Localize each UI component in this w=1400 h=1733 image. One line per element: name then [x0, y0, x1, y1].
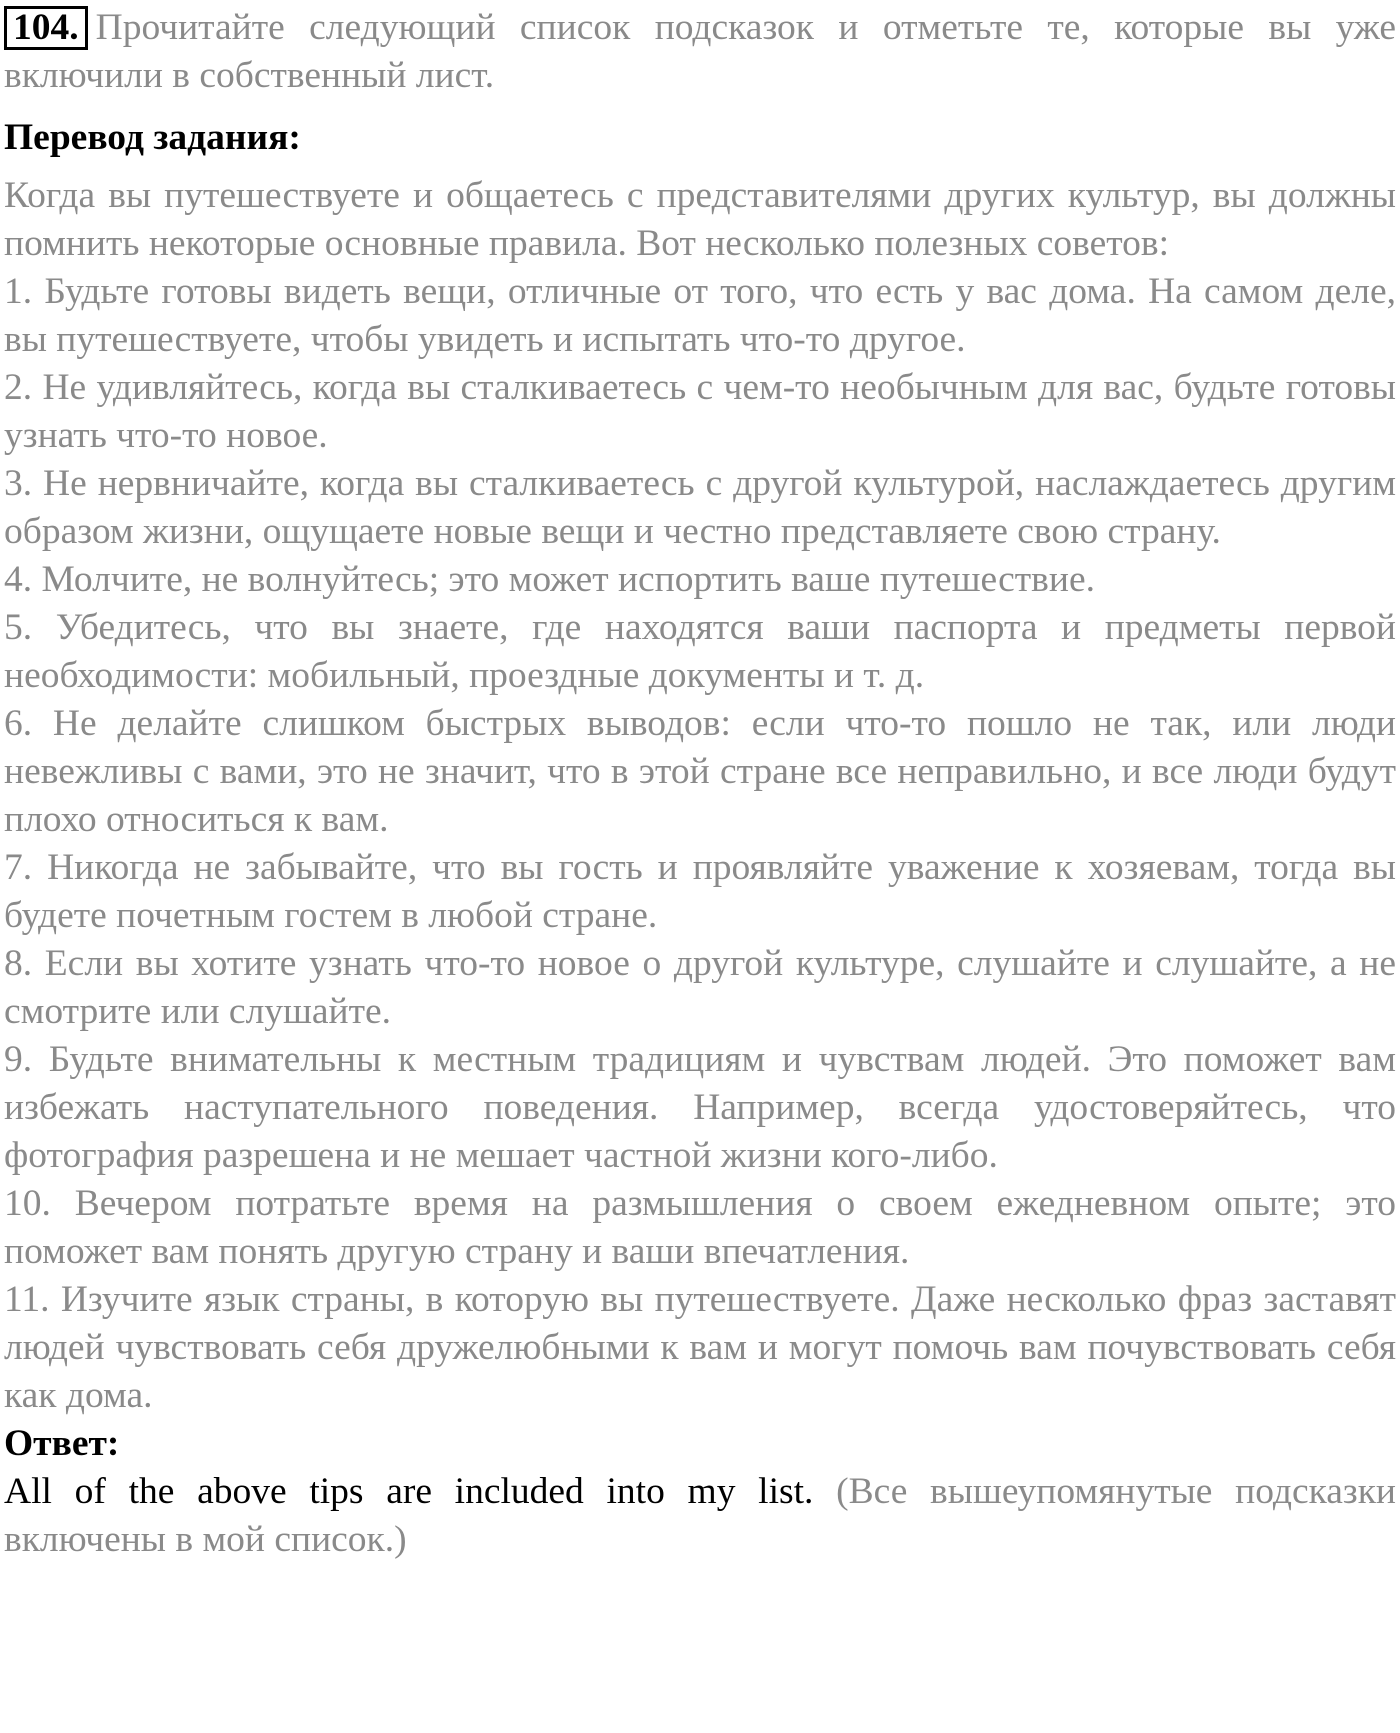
answer-english: All of the above tips are included into my list.: [4, 1471, 814, 1512]
tip-item: 1. Будьте готовы видеть вещи, отличные от того, что есть у вас дома. На самом деле, вы путешествуете, чтобы увидеть и испытать что-то другое.: [4, 271, 1396, 360]
tip-item: 8. Если вы хотите узнать что-то новое о другой культуре, слушайте и слушайте, а не смотрите или слушайте.: [4, 943, 1396, 1032]
tip-item: 3. Не нервничайте, когда вы сталкиваетесь с другой культурой, наслаждаетесь другим образом жизни, ощущаете новые вещи и честно представляете свою страну.: [4, 463, 1396, 552]
answer-paragraph: [4, 1468, 1396, 1564]
task-number-badge: 104.: [4, 6, 88, 50]
tip-item: 6. Не делайте слишком быстрых выводов: если что-то пошло не так, или люди невежливы с вами, это не значит, что в этой стране все неправильно, и все люди будут плохо относиться к вам.: [4, 703, 1396, 840]
tip-item: 9. Будьте внимательны к местным традициям и чувствам людей. Это поможет вам избежать наступательного поведения. Например, всегда удостоверяйтесь, что фотография разрешена и не мешает частной жизни кого-либо.: [4, 1039, 1396, 1176]
tip-item: 4. Молчите, не волнуйтесь; это может испортить ваше путешествие.: [4, 559, 1095, 600]
tip-item: 10. Вечером потратьте время на размышления о своем ежедневном опыте; это поможет вам понять другую страну и ваши впечатления.: [4, 1183, 1396, 1272]
translation-heading: Перевод задания:: [4, 117, 301, 158]
document-page: [4, 4, 1396, 1564]
task-instruction-paragraph: [4, 4, 1396, 100]
answer-russian: (Все вышеупомянутые подсказки включены в мой список.): [4, 1471, 1396, 1560]
tip-item: 7. Никогда не забывайте, что вы гость и проявляйте уважение к хозяевам, тогда вы будете почетным гостем в любой стране.: [4, 847, 1396, 936]
tip-item: 2. Не удивляйтесь, когда вы сталкиваетесь с чем-то необычным для вас, будьте готовы узнать что-то новое.: [4, 367, 1396, 456]
tip-item: 5. Убедитесь, что вы знаете, где находятся ваши паспорта и предметы первой необходимости: мобильный, проездные документы и т. д.: [4, 607, 1396, 696]
tip-item: 11. Изучите язык страны, в которую вы путешествуете. Даже несколько фраз заставят людей чувствовать себя дружелюбными к вам и могут помочь вам почувствовать себя как дома.: [4, 1279, 1396, 1416]
task-instruction: Прочитайте следующий список подсказок и отметьте те, которые вы уже включили в собственный лист.: [4, 7, 1396, 96]
answer-heading: Ответ:: [4, 1423, 120, 1464]
translation-intro: Когда вы путешествуете и общаетесь с представителями других культур, вы должны помнить некоторые основные правила. Вот несколько полезных советов:: [4, 175, 1396, 264]
